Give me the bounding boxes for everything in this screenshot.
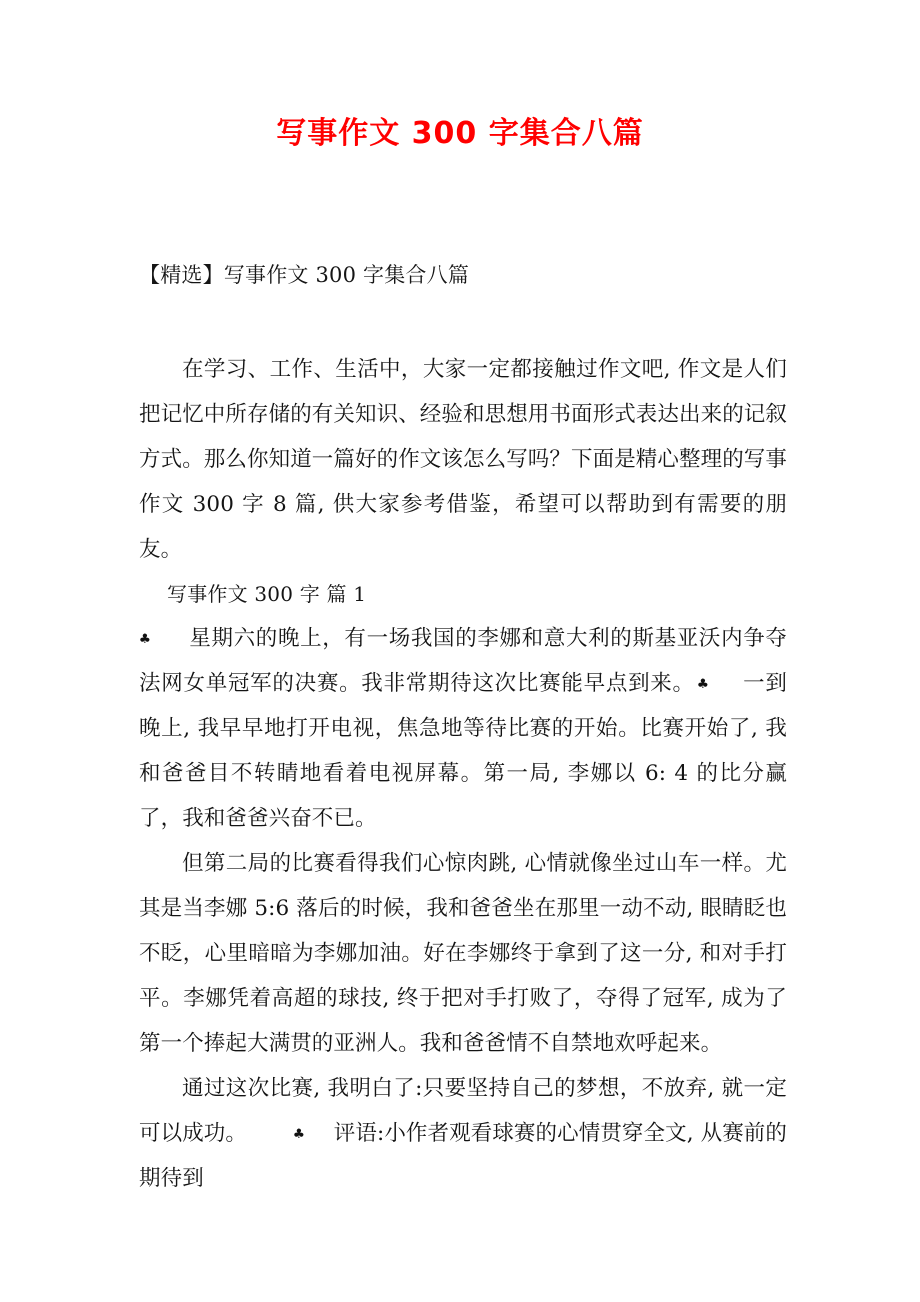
essay-paragraph-3-comment: 评语:小作者观看球赛的心情贯穿全文, 从赛前的期待到 [139, 1121, 787, 1191]
document-subtitle: 【精选】写事作文 300 字集合八篇 [139, 263, 470, 287]
essay-paragraph-2: 但第二局的比赛看得我们心惊肉跳, 心情就像坐过山车一样。尤其是当李娜 5:6 落后的时候，我和爸爸坐在那里一动不动, 眼睛眨也不眨，心里暗暗为李娜加油。好在李娜终于拿到了这一分, 和对手打平。李娜凭着高超的球技, 终于把对手打败了，夺得了冠军, 成为了第一个捧起大满贯的亚洲人。我和爸爸情不自禁地欢呼起来。 [139, 851, 787, 1056]
essay-paragraph-3-part-a: 通过这次比赛, 我明白了:只要坚持自己的梦想，不放弃, 就一定可以成功。 [139, 1076, 787, 1146]
page-title: 写事作文 300 字集合八篇 [276, 116, 644, 151]
essay-paragraph-1 [139, 616, 787, 841]
dingbat-icon: ♣ [292, 1127, 306, 1142]
dingbat-icon: ♣ [138, 632, 152, 647]
document-body [139, 0, 787, 1201]
dingbat-icon: ♣ [696, 677, 709, 692]
essay-paragraph-3 [139, 1066, 787, 1201]
essay-paragraph-1-part-b: 一到晚上, 我早早地打开电视，焦急地等待比赛的开始。比赛开始了, 我和爸爸目不转睛地看着电视屏幕。第一局, 李娜以 6: 4 的比分赢了，我和爸爸兴奋不已。 [139, 671, 787, 831]
section-heading-1: 写事作文 300 字 篇 1 [167, 582, 367, 606]
intro-paragraph: 在学习、工作、生活中，大家一定都接触过作文吧, 作文是人们把记忆中所存储的有关知识、经验和思想用书面形式表达出来的记叙方式。那么你知道一篇好的作文该怎么写吗？下面是精心整理的写事作文 300 字 8 篇, 供大家参考借鉴，希望可以帮助到有需要的朋友。 [139, 357, 788, 562]
essay-paragraph-1-part-a: 星期六的晚上，有一场我国的李娜和意大利的斯基亚沃内争夺法网女单冠军的决赛。我非常期待这次比赛能早点到来。 [139, 626, 787, 696]
